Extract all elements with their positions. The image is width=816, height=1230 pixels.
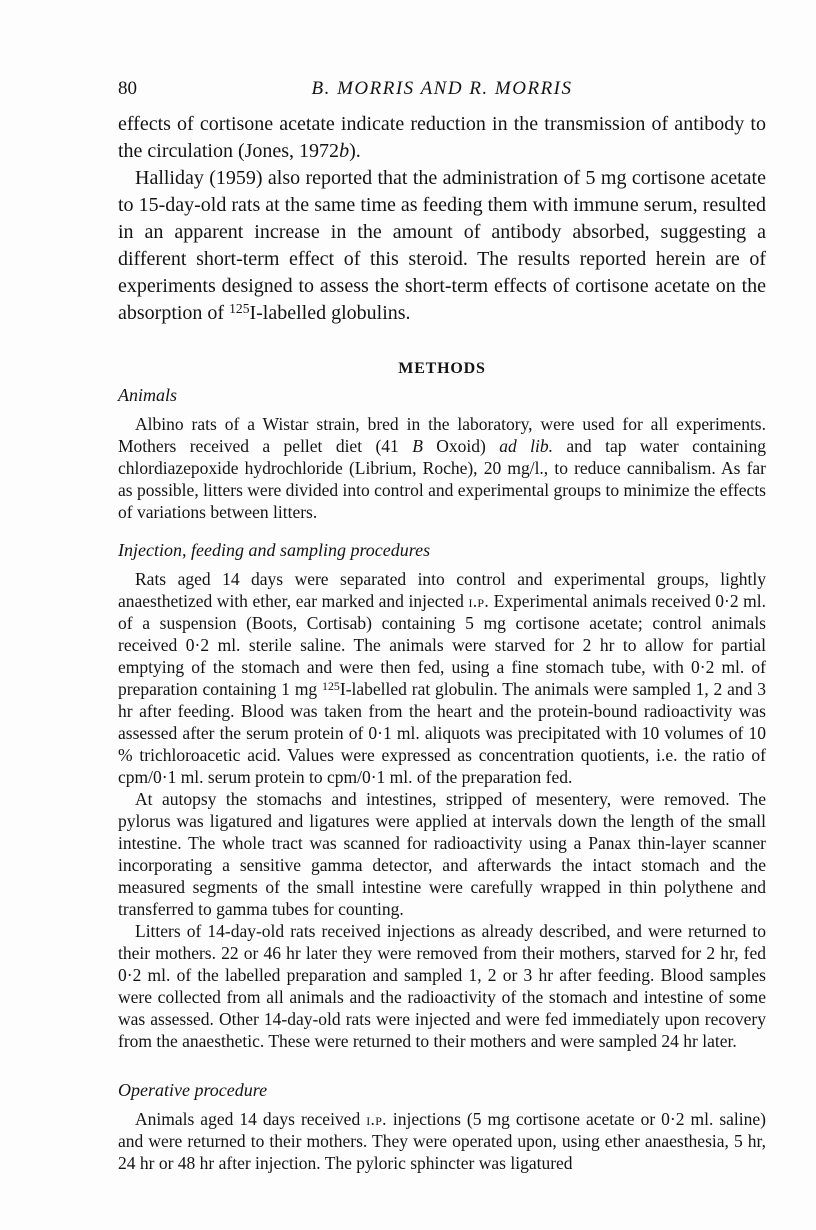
page-header bbox=[118, 78, 766, 100]
methods-paragraph: At autopsy the stomachs and intestines, stripped of mesentery, were removed. The pylorus was ligatured and ligatures were applied at intervals down the length of the small intestine. The whole tract was scanned for radioactivity using a Panax thin-layer scanner incorporating a sensitive gamma detector, and afterwards the intact stomach and the measured segments of the small intestine were carefully wrapped in thin polythene and transferred to gamma tubes for counting. bbox=[118, 789, 766, 919]
intro-paragraph: effects of cortisone acetate indicate reduction in the transmission of antibody to the circulation (Jones, 1972b). bbox=[118, 113, 766, 162]
section-heading-injection: Injection, feeding and sampling procedures bbox=[118, 540, 431, 560]
methods-paragraph: Albino rats of a Wistar strain, bred in the laboratory, were used for all experiments. Mothers received a pellet diet (41 B Oxoid) ad lib. and tap water containing chlordiazepoxide hydrochloride (Librium, Roche), 20 mg/l., to reduce cannibalism. As far as possible, litters were divided into control and experimental groups to minimize the effects of variations between litters. bbox=[118, 414, 766, 522]
section-heading-animals: Animals bbox=[118, 385, 178, 405]
section-heading-operative: Operative procedure bbox=[118, 1080, 268, 1100]
text-column bbox=[118, 78, 766, 1174]
intro-paragraph: Halliday (1959) also reported that the administration of 5 mg cortisone acetate to 15-day-old rats at the same time as feeding them with immune serum, resulted in an apparent increase in the amount of antibody absorbed, suggesting a different short-term effect of this steroid. The results reported herein are of experiments designed to assess the short-term effects of cortisone acetate on the absorption of $^{125}$I-labelled globulins. bbox=[118, 167, 766, 324]
running-title: B. MORRIS AND R. MORRIS bbox=[311, 78, 573, 99]
methods-heading: METHODS bbox=[398, 360, 486, 377]
methods-paragraph: Litters of 14-day-old rats received injections as already described, and were returned to their mothers. 22 or 46 hr later they were removed from their mothers, starved for 2 hr, fed 0·2 ml. of the labelled preparation and sampled 1, 2 or 3 hr after feeding. Blood samples were collected from all animals and the radioactivity of the stomach and intestine of some was assessed. Other 14-day-old rats were injected and were fed immediately upon recovery from the anaesthetic. These were returned to their mothers and were sampled 24 hr later. bbox=[118, 921, 766, 1051]
methods-paragraph: Animals aged 14 days received i.p. injections (5 mg cortisone acetate or 0·2 ml. saline) and were returned to their mothers. They were operated upon, using ether anaesthesia, 5 hr, 24 hr or 48 hr after injection. The pyloric sphincter was ligatured bbox=[118, 1109, 766, 1173]
methods-paragraph: Rats aged 14 days were separated into control and experimental groups, lightly anaesthetized with ether, ear marked and injected i.p. Experimental animals received 0·2 ml. of a suspension (Boots, Cortisab) containing 5 mg cortisone acetate; control animals received 0·2 ml. sterile saline. The animals were starved for 2 hr to allow for partial emptying of the stomach and were then fed, using a fine stomach tube, with 0·2 ml. of preparation containing 1 mg $^{125}$I-labelled rat globulin. The animals were sampled 1, 2 and 3 hr after feeding. Blood was taken from the heart and the protein-bound radioactivity was assessed after the serum protein of 0·1 ml. aliquots was precipitated with 10 volumes of 10 % trichloroacetic acid. Values were expressed as concentration quotients, i.e. the ratio of cpm/0·1 ml. serum protein to cpm/0·1 ml. of the preparation fed. bbox=[118, 569, 767, 787]
page-number: 80 bbox=[118, 78, 137, 99]
